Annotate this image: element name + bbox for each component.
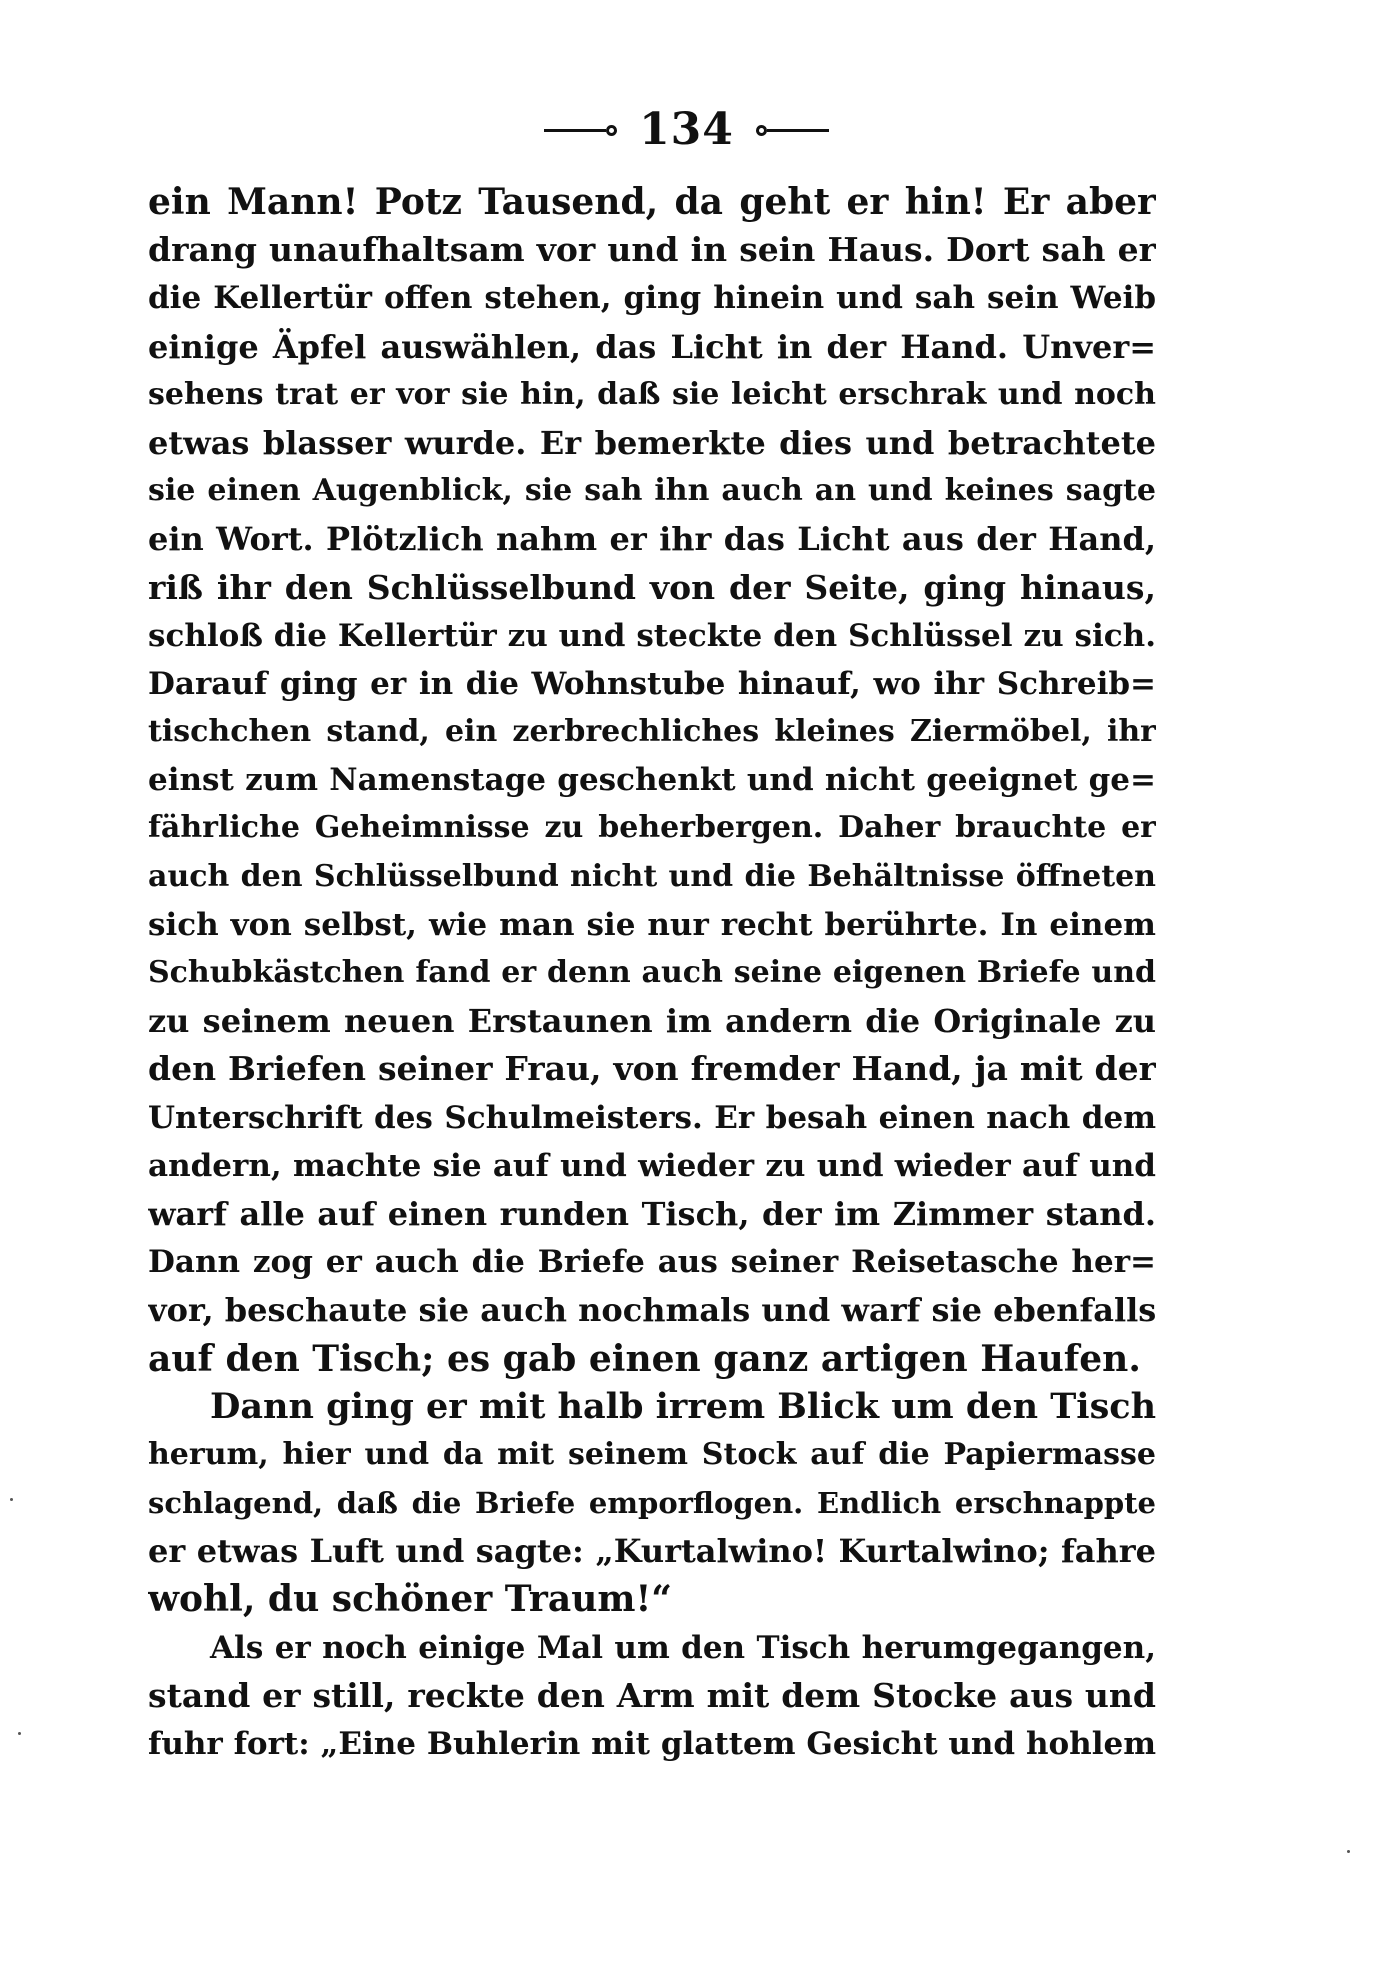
text-line: einst zum Namenstage geschenkt und nicht geeignet ge= [148,762,1156,799]
left-ornament [544,125,617,136]
text-line: vor, beschaute sie auch nochmals und warf sie ebenfalls [148,1291,1156,1330]
text-line: auch den Schlüsselbund nicht und die Behältnisse öffneten [148,858,1156,894]
text-line: ein Wort. Plötzlich nahm er ihr das Licht aus der Hand, [148,520,1156,559]
text-line: Dann ging er mit halb irrem Blick um den Tisch [210,1385,1156,1427]
text-line: Unterschrift des Schulmeisters. Er besah einen nach dem [148,1099,1156,1136]
text-line: Als er noch einige Mal um den Tisch herumgegangen, [210,1629,1156,1666]
text-line: warf alle auf einen runden Tisch, der im Zimmer stand. [148,1194,1156,1233]
paper-speck [1347,1850,1350,1853]
text-line: tischchen stand, ein zerbrechliches kleines Ziermöbel, ihr [148,714,1156,750]
text-line: herum, hier und da mit seinem Stock auf die Papiermasse [148,1436,1156,1472]
text-line: er etwas Luft und sagte: „Kurtalwino! Kurtalwino; fahre [148,1532,1156,1571]
text-line: sich von selbst, wie man sie nur recht berührte. In einem [148,906,1156,943]
page-header [0,100,1373,160]
text-line: die Kellertür offen stehen, ging hinein und sah sein Weib [148,280,1156,317]
text-line: stand er still, reckte den Arm mit dem Stocke aus und [148,1675,1156,1715]
text-line: schlagend, daß die Briefe emporflogen. Endlich erschnappte [148,1486,1156,1521]
text-line: sehens trat er vor sie hin, daß sie leicht erschrak und noch [148,376,1156,412]
text-line: sie einen Augenblick, sie sah ihn auch an und keines sagte [148,473,1156,509]
text-line: fährliche Geheimnisse zu beherbergen. Daher brauchte er [148,810,1156,846]
text-line: drang unaufhaltsam vor und in sein Haus. Dort sah er [148,230,1156,270]
text-line: Schubkästchen fand er denn auch seine eigenen Briefe und [148,955,1156,990]
text-line: wohl, du schöner Traum!“ [148,1578,672,1621]
text-line: schloß die Kellertür zu und steckte den Schlüssel zu sich. [148,617,1156,654]
page-number: 134 [639,104,734,155]
body-text [148,178,1156,1768]
text-line: andern, machte sie auf und wieder zu und wieder auf und [148,1147,1156,1184]
text-line: etwas blasser wurde. Er bemerkte dies und betrachtete [148,423,1156,462]
paper-speck [18,1732,21,1735]
paper-speck [10,1498,13,1501]
text-line: fuhr fort: „Eine Buhlerin mit glattem Gesicht und hohlem [148,1726,1156,1762]
text-line: Darauf ging er in die Wohnstube hinauf, wo ihr Schreib= [148,665,1156,702]
text-line: ein Mann! Potz Tausend, da geht er hin! Er aber [148,181,1156,223]
text-line: auf den Tisch; es gab einen ganz artigen Haufen. [148,1337,1141,1380]
text-line: Dann zog er auch die Briefe aus seiner Reisetasche her= [148,1244,1156,1281]
text-line: den Briefen seiner Frau, von fremder Hand, ja mit der [148,1049,1156,1089]
right-ornament [756,125,829,136]
text-line: riß ihr den Schlüsselbund von der Seite, ging hinaus, [148,567,1156,607]
text-line: zu seinem neuen Erstaunen im andern die Originale zu [148,1002,1156,1041]
text-line: einige Äpfel auswählen, das Licht in der Hand. Unver= [148,327,1156,366]
